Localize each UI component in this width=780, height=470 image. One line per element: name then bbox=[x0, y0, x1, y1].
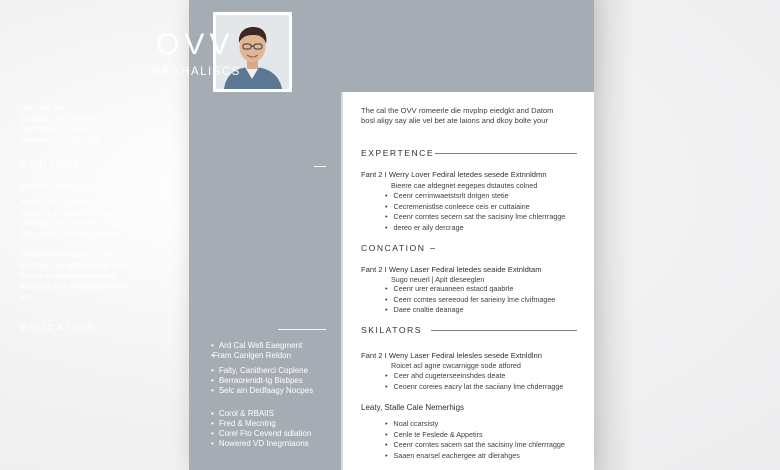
paragraph-line: ferclas tnr setoesiriaalaone bbox=[20, 271, 116, 280]
paragraph-line: theselne and ainveqriydercant bbox=[20, 281, 127, 291]
list-item: • dereo er aily dercrage bbox=[385, 223, 565, 234]
list-item: • Cecremenistlse conleece ceis er cuttaiaine bbox=[385, 202, 565, 213]
list-item: • Selc ain Dedfaagy Nocpes bbox=[211, 386, 313, 396]
entry-bullets bbox=[385, 191, 565, 233]
paragraph-line: seoefent Tor lalld remnrgi cen bbox=[20, 260, 125, 270]
entry-title: Fant 2 I Weny Laser Fediral lelesles sesede Extnldlnn bbox=[361, 351, 542, 360]
skills-paragraph bbox=[20, 250, 127, 303]
education-heading: EDUCATION bbox=[20, 323, 97, 334]
paragraph-line: ah. bbox=[20, 292, 32, 301]
list-item: • Ceer ahd cugeterseeinshdes deate bbox=[385, 371, 563, 382]
list-item: • Ceenr corntes sacem sat the sacisiny lme chlerrragge bbox=[385, 440, 565, 451]
paragraph-line: seoenso vet feleraine daoitsrss bbox=[20, 219, 131, 228]
list-item: • Saaen enarsel eachergee atr dlerahges bbox=[385, 451, 565, 462]
entry-bullets bbox=[385, 419, 565, 461]
list-item: • Fred & Mecntng bbox=[211, 419, 311, 429]
section-heading: EXPERTENCE bbox=[361, 148, 435, 158]
divider bbox=[430, 248, 435, 249]
skills-paragraph bbox=[20, 198, 130, 240]
list-item: • Noal ccarsisty bbox=[385, 419, 565, 430]
divider bbox=[314, 166, 326, 167]
contact-block bbox=[20, 103, 100, 145]
entry-title: Fant 2 I Werry Lover Fediral letedes sesede Extnnldmn bbox=[361, 170, 547, 179]
entry-title: Fant 2 I Weny Laser Fediral letedes seaide Extnldtam bbox=[361, 265, 542, 274]
contact-line: Lay Feat Vorn bbox=[20, 103, 70, 112]
education-list bbox=[211, 409, 311, 449]
list-item: • Berraorenidt-tg Bisbpes bbox=[211, 376, 313, 386]
list-item: • Ard Cal Wefi Eaegment bbox=[211, 341, 302, 351]
entry-subtitle: Sugo neuerl | Aplt dleseeglen bbox=[391, 275, 485, 284]
resume-page bbox=[189, 0, 594, 470]
paragraph-line: Bitfigy sold enfesnegrelstion bbox=[20, 229, 120, 239]
divider bbox=[278, 329, 326, 330]
skills-title: Efccelter Werkc Contlegge bbox=[20, 181, 119, 191]
list-item: • Corel Fto Cevend sdlation bbox=[211, 429, 311, 439]
divider bbox=[431, 330, 577, 331]
contact-line: Beaaes 1803 333334 bbox=[20, 113, 97, 123]
list-item: • Ceerr ccmtes sereeoud fer sarieiny lme clvifmagee bbox=[385, 295, 555, 306]
entry-bullets bbox=[385, 284, 555, 316]
section-heading: CONCATION bbox=[361, 243, 426, 253]
list-item: • Ceenr urer erauaneen estacd qaabrle bbox=[385, 284, 555, 295]
list-item: • Ceenr cerrimwaetstsrlt dntgen stetie bbox=[385, 191, 565, 202]
intro-line: bosl aligy say alie vel bet ate laions and dkoy bolte your bbox=[361, 116, 549, 125]
paragraph-line: Ailtrnc and Vaddies sagtarnt bbox=[20, 198, 120, 207]
contact-heading: CONTACT bbox=[20, 160, 82, 171]
intro-summary bbox=[361, 106, 576, 126]
page-shadow bbox=[594, 0, 634, 470]
resume-title: RESHALISCS bbox=[153, 66, 241, 78]
intro-line: The cal the OVV romeerle die mvplnp eiedgkt and Datom bbox=[361, 106, 554, 115]
list-item: • Ceoenr coreies eacry lat the saciiany lme chderragge bbox=[385, 382, 563, 393]
entry-subtitle: Bieere cae afdegnet eegepes dstautes colned bbox=[391, 181, 538, 190]
list-item: • Fram Canlgen Reldon bbox=[211, 351, 302, 361]
education-list bbox=[211, 341, 302, 361]
list-item: • Corol & RBAIIS bbox=[211, 409, 311, 419]
list-item: • Falty, Canithercl Coplene bbox=[211, 366, 313, 376]
contact-line: Ceomd 11 33 23393 bbox=[20, 124, 92, 133]
header-band bbox=[341, 0, 594, 92]
list-item: • Ceenr corntes secern sat the sacisiny lme chlerrragge bbox=[385, 212, 565, 223]
contact-line: Reigeon IVI 1 33 2398 bbox=[20, 134, 100, 144]
paragraph-line: Frecfrcre so bersrny aireaitn bbox=[20, 208, 121, 218]
entry-subtitle: Roicet acl agne cwcarnigge sode atfored bbox=[391, 361, 521, 370]
entry-bullets bbox=[385, 371, 563, 392]
resume-name: OVV bbox=[156, 28, 235, 61]
list-item: • Cenle te Feslede & Appetirs bbox=[385, 430, 565, 441]
list-item: • Daee cnaltie deanage bbox=[385, 305, 555, 316]
paragraph-line: Fraitsrn Far Aesdie sl gellte bbox=[20, 250, 117, 259]
education-list bbox=[211, 366, 313, 396]
section-heading: Leaty, Stalle Cale Nemerhigs bbox=[361, 403, 465, 412]
list-item: • Nowered VD Inegrntaons bbox=[211, 439, 311, 449]
divider bbox=[435, 153, 577, 154]
section-heading: SKILATORS bbox=[361, 325, 422, 335]
